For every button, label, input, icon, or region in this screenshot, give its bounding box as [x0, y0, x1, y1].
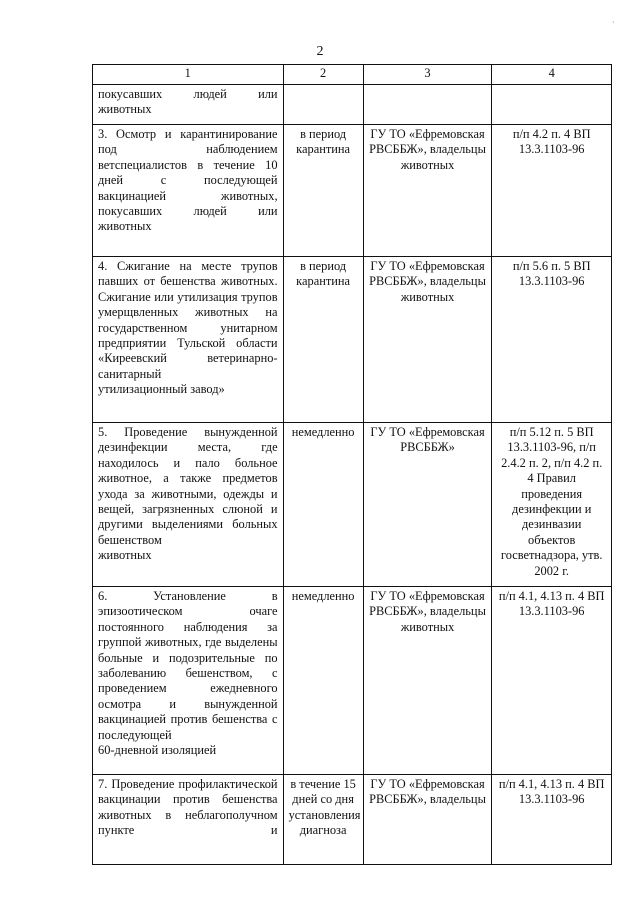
page-number: 2 [316, 44, 324, 59]
row-basis-6: п/п 4.1, 4.13 п. 4 ВП 13.3.1103-96 [492, 587, 612, 775]
row-measure-6 [93, 587, 284, 775]
row-period-5: немедленно [283, 423, 363, 587]
row-continuation-period [283, 85, 363, 125]
row-basis-7: п/п 4.1, 4.13 п. 4 ВП 13.3.1103-96 [492, 775, 612, 865]
row-measure-text-last: животных [98, 219, 152, 234]
row-measure-text-last: животных [98, 548, 152, 563]
header-col-2: 2 [283, 65, 363, 85]
measures-table [92, 64, 612, 865]
table-row [93, 587, 612, 775]
row-measure-5 [93, 423, 284, 587]
row-measure-3 [93, 125, 284, 257]
continuation-line-2: животных [98, 102, 152, 117]
row-measure-text: 7. Проведение профилактической вакцинации против бешенства животных в неблагополучном пункте и [98, 777, 278, 838]
header-col-3: 3 [363, 65, 492, 85]
header-col-1: 1 [93, 65, 284, 85]
row-measure-7 [93, 775, 284, 865]
header-col-4: 4 [492, 65, 612, 85]
row-executor-7: ГУ ТО «Ефремовская РВСББЖ», владельцы [363, 775, 492, 865]
row-measure-4 [93, 257, 284, 423]
table-row [93, 125, 612, 257]
row-period-4: в период карантина [283, 257, 363, 423]
table-row [93, 423, 612, 587]
row-period-6: немедленно [283, 587, 363, 775]
row-measure-text: 3. Осмотр и карантинирование под наблюдением ветспециалистов в течение 10 дней с последующей вакцинацией животных, покусавших людей или [98, 127, 278, 219]
row-basis-5: п/п 5.12 п. 5 ВП 13.3.1103-96, п/п 2.4.2 п. 2, п/п 4.2 п. 4 Правил проведения дезинфекции и дезинвазии объектов госветнадзора, утв. 2002 г. [492, 423, 612, 587]
row-measure-text-last: 60-дневной изоляцией [98, 743, 217, 758]
row-measure-text: 4. Сжигание на месте трупов павших от бешенства животных. Сжигание или утилизация трупов умерщвленных животных на государственном унитарном предприятии Тульской области «Киреевский ветеринарно-санитарный [98, 259, 278, 381]
table-row [93, 257, 612, 423]
table-row [93, 775, 612, 865]
row-basis-3: п/п 4.2 п. 4 ВП 13.3.1103-96 [492, 125, 612, 257]
row-continuation-measure [93, 85, 284, 125]
continuation-line-1: покусавших людей или [98, 87, 278, 101]
row-period-3: в период карантина [283, 125, 363, 257]
row-measure-text: 5. Проведение вынужденной дезинфекции места, где находилось и пало больное животное, а также предметов ухода за животными, одежды и вещей, загрязненных слюной и другими выделениями больных бешенством [98, 425, 278, 547]
table-row-continuation [93, 85, 612, 125]
row-measure-text-last: утилизационный завод» [98, 382, 225, 397]
table-header-row [93, 65, 612, 85]
row-period-7: в течение 15 дней со дня установления диагноза [283, 775, 363, 865]
row-measure-text: 6. Установление в эпизоотическом очаге постоянного наблюдения за группой животных, где выделены больные и подозрительные по заболеванию бешенством, с проведением ежедневного осмотра и вынужденной вакцинацией против бешенства с последующей [98, 589, 278, 742]
row-executor-6: ГУ ТО «Ефремовская РВСББЖ», владельцы животных [363, 587, 492, 775]
row-continuation-basis [492, 85, 612, 125]
row-basis-4: п/п 5.6 п. 5 ВП 13.3.1103-96 [492, 257, 612, 423]
row-continuation-executor [363, 85, 492, 125]
row-executor-4: ГУ ТО «Ефремовская РВСББЖ», владельцы животных [363, 257, 492, 423]
row-executor-3: ГУ ТО «Ефремовская РВСББЖ», владельцы животных [363, 125, 492, 257]
corner-mark: · [612, 18, 615, 27]
row-executor-5: ГУ ТО «Ефремовская РВСББЖ» [363, 423, 492, 587]
